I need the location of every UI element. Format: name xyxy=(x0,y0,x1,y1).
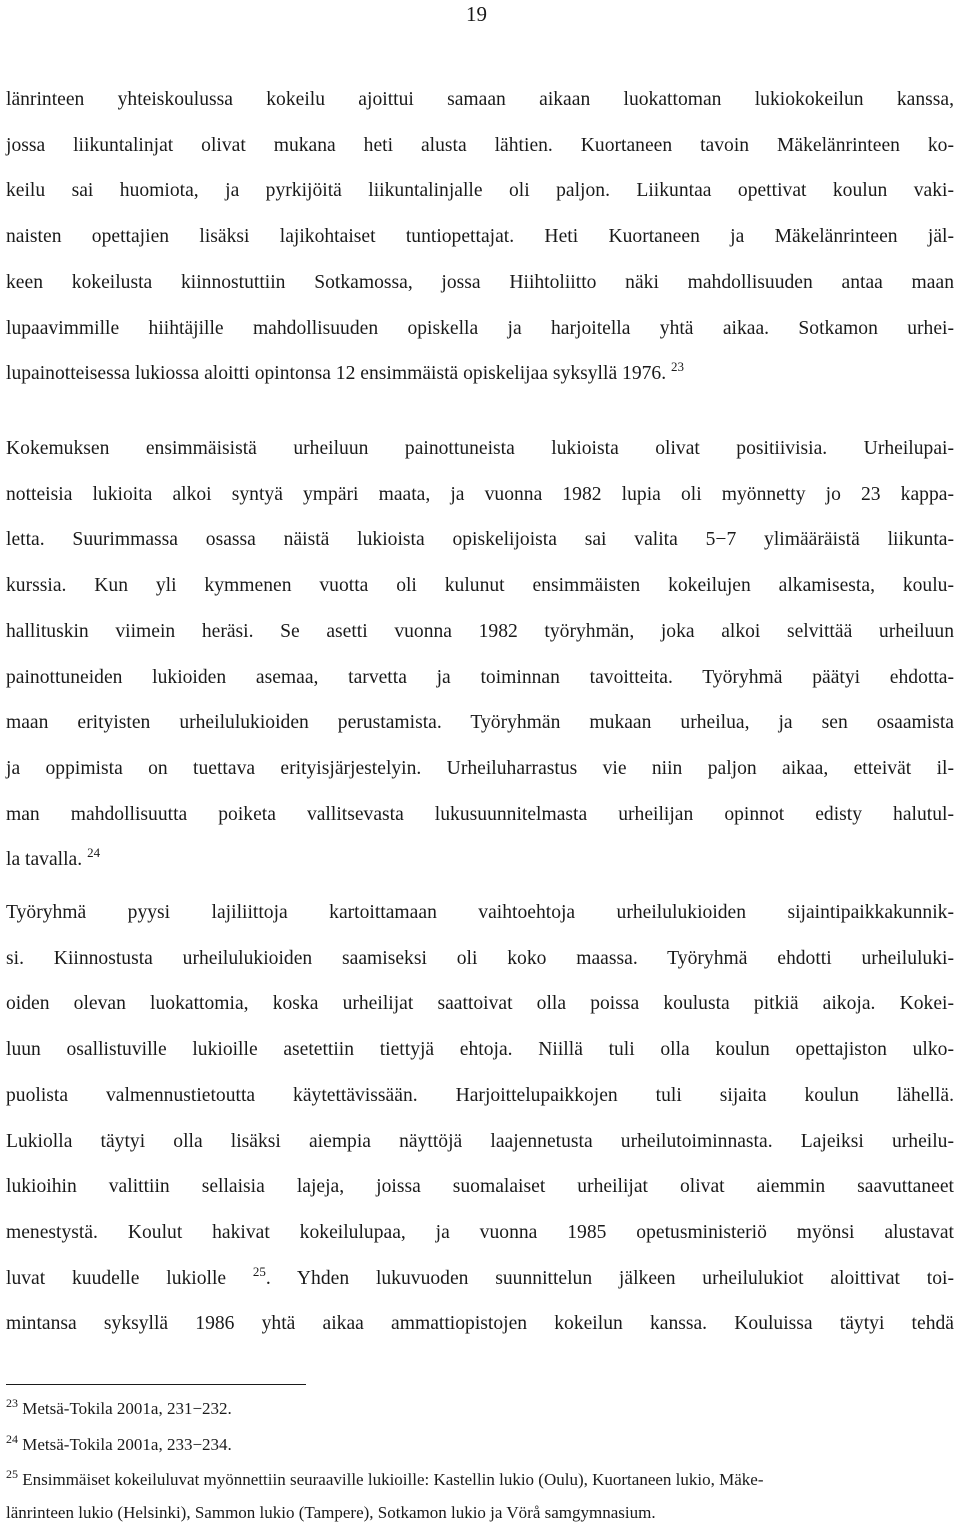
paragraph-line xyxy=(6,351,954,397)
footnote-24 xyxy=(6,1431,954,1456)
paragraph-line-prefix: luvat kuudelle lukiolle xyxy=(6,1267,227,1289)
footnote-reference[interactable]: 24 xyxy=(87,845,101,861)
footnote-line xyxy=(6,1466,954,1491)
footnote-number: 23 xyxy=(6,1395,18,1410)
footnote-line: länrinteen lukio (Helsinki), Sammon lukio (Tampere), Sotkamon lukio ja Vörå samgymnasium. xyxy=(6,1503,656,1522)
paragraph-line: luvat kuudelle lukiolle $^{25}$. Yhden lukuvuoden suunnittelun jälkeen urheilulukiot aloittivat toi- xyxy=(6,1263,954,1289)
footnote-text: Metsä-Tokila 2001a, 233−234. xyxy=(22,1435,232,1454)
paragraph-line: oiden olevan luokattomia, koska urheilijat saattoivat olla poissa koulusta pitkiä aikoja. Kokei- xyxy=(6,993,954,1015)
footnote-number: 25 xyxy=(6,1466,18,1481)
footnote-25 xyxy=(6,1466,954,1524)
footnote-text: Ensimmäiset kokeiluluvat myönnettiin seuraaville lukioille: Kastellin lukio (Oulu), Kuortaneen lukio, Mäke- xyxy=(22,1470,764,1489)
paragraph-line: Työryhmä pyysi lajiliittoja kartoittamaan vaihtoehtoja urheilulukioiden sijaintipaikkakunnik- xyxy=(6,902,954,923)
paragraph-line: letta. Suurimmassa osassa näistä lukioista opiskelijoista sai valita 5−7 ylimääräistä liikunta- xyxy=(6,529,954,551)
footnote-text: Metsä-Tokila 2001a, 231−232. xyxy=(22,1399,232,1418)
footnote-line xyxy=(6,1395,954,1420)
paragraph-line: naisten opettajien lisäksi lajikohtaiset tuntiopettajat. Heti Kuortaneen ja Mäkelänrinteen jäl- xyxy=(6,226,954,248)
paragraph-line: man mahdollisuutta poiketa vallitsevasta lukusuunnitelmasta urheilijan opinnot edisty halutul- xyxy=(6,803,954,825)
paragraph-line: länrinteen yhteiskoulussa kokeilu ajoittui samaan aikaan luokattoman lukiokokeilun kanssa, xyxy=(6,89,954,110)
paragraph-line: keen kokeilusta kiinnostuttiin Sotkamossa, jossa Hiihtoliitto näki mahdollisuuden antaa maan xyxy=(6,271,954,293)
paragraph-line: ja oppimista on tuettava erityisjärjestelyin. Urheiluharrastus vie niin paljon aikaa, etteivät il- xyxy=(6,757,954,779)
footnote-reference[interactable]: 23 xyxy=(671,359,685,375)
paragraph-line: jossa liikuntalinjat olivat mukana heti alusta lähtien. Kuortaneen tavoin Mäkelänrinteen ko- xyxy=(6,134,954,156)
footnote-reference[interactable]: 25 xyxy=(252,1263,266,1279)
paragraph-line: Kokemuksen ensimmäisistä urheiluun painottuneista lukioista olivat positiivisia. Urheilupai- xyxy=(6,438,954,459)
paragraph-line: mintansa syksyllä 1986 yhtä aikaa ammattiopistojen kokeilun kanssa. Kouluissa täytyi tehdä xyxy=(6,1313,954,1335)
paragraph-line: luun osallistuville lukioille asetettiin tiettyjä ehtoja. Niillä tuli olla koulun opettajiston ulko- xyxy=(6,1039,954,1061)
paragraph-line: keilu sai huomiota, ja pyrkijöitä liikuntalinjalle oli paljon. Liikuntaa opettivat koulun vaki- xyxy=(6,180,954,202)
paragraph-line-text: lupainotteisessa lukiossa aloitti opintonsa 12 ensimmäistä opiskelijaa syksyllä 1976. xyxy=(6,363,667,385)
footnote-number: 24 xyxy=(6,1431,18,1446)
paragraph-line: lukioihin valittiin sellaisia lajeja, joissa suomalaiset urheilijat olivat aiemmin saavuttaneet xyxy=(6,1176,954,1198)
footnote-line xyxy=(6,1431,954,1456)
paragraph-line: menestystä. Koulut hakivat kokeilulupaa, ja vuonna 1985 opetusministeriö myönsi alustavat xyxy=(6,1221,954,1243)
paragraph-line xyxy=(6,837,954,883)
paragraph-line-text: Yhden lukuvuoden suunnittelun jälkeen urheilulukiot aloittivat toi- xyxy=(296,1267,954,1289)
paragraph-2 xyxy=(6,426,954,883)
paragraph-line: painottuneiden lukioiden asemaa, tarvetta ja toiminnan tavoitteita. Työryhmä päätyi ehdotta- xyxy=(6,666,954,688)
paragraph-line: si. Kiinnostusta urheilulukioiden saamiseksi oli koko maassa. Työryhmä ehdotti urheiluluki- xyxy=(6,947,954,969)
paragraph-line: notteisia lukioita alkoi syntyä ympäri maata, ja vuonna 1982 lupia oli myönnetty jo 23 kappa- xyxy=(6,483,954,505)
footnote-23 xyxy=(6,1395,954,1420)
paragraph-1 xyxy=(6,77,954,397)
paragraph-line: kurssia. Kun yli kymmenen vuotta oli kulunut ensimmäisten kokeilujen alkamisesta, koulu- xyxy=(6,575,954,597)
paragraph-line: hallituskin viimein heräsi. Se asetti vuonna 1982 työryhmän, joka alkoi selvittää urheiluun xyxy=(6,620,954,642)
paragraph-line: puolista valmennustietoutta käytettävissään. Harjoittelupaikkojen tuli sijaita koulun lähellä. xyxy=(6,1084,954,1106)
paragraph-line-text: la tavalla. xyxy=(6,849,83,871)
page-number: 19 xyxy=(466,2,487,26)
paragraph-line: maan erityisten urheilulukioiden perustamista. Työryhmän mukaan urheilua, ja sen osaamista xyxy=(6,712,954,734)
footnote-separator xyxy=(6,1384,306,1385)
paragraph-line: lupaavimmille hiihtäjille mahdollisuuden opiskella ja harjoitella yhtä aikaa. Sotkamon urhei- xyxy=(6,317,954,339)
paragraph-3 xyxy=(6,890,954,1347)
paragraph-line: Lukiolla täytyi olla lisäksi aiempia näyttöjä laajennetusta urheilutoiminnasta. Lajeiksi urheilu- xyxy=(6,1130,954,1152)
